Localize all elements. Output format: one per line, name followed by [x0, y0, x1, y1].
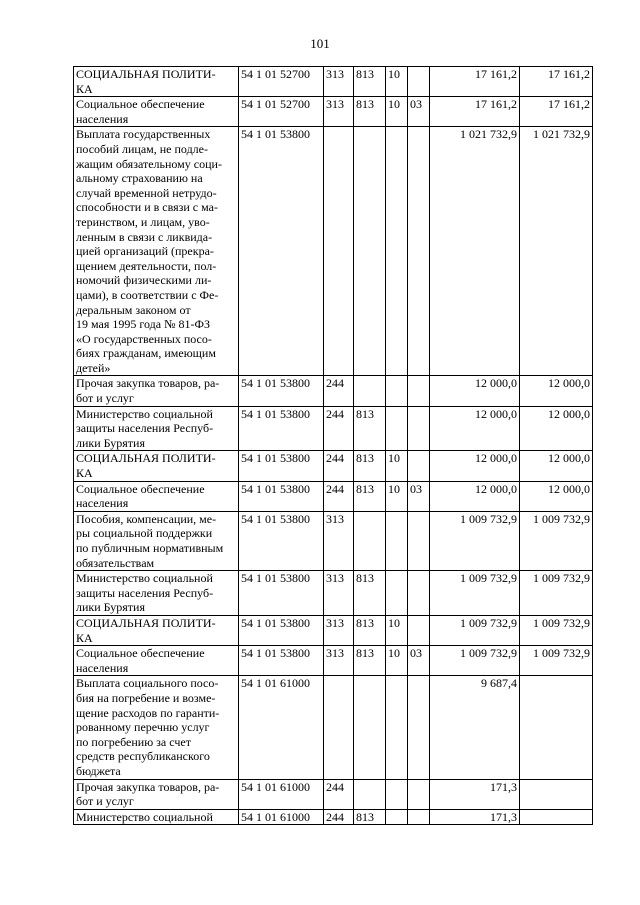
row-vr [324, 779, 354, 809]
row-vr-text: 244 [326, 779, 344, 794]
row-code [239, 809, 324, 825]
row-vr [324, 127, 354, 376]
row-name-text: СОЦИАЛЬНАЯ ПОЛИТИ- КА [76, 67, 216, 96]
row-grbs [354, 127, 386, 376]
row-code-text: 54 1 01 52700 [241, 97, 310, 112]
page-number: 101 [310, 36, 330, 51]
row-sum-1-text: 12 000,0 [475, 481, 517, 496]
row-name [74, 511, 239, 570]
row-grbs [354, 511, 386, 570]
row-rz-text: 10 [388, 481, 400, 496]
row-pr [408, 809, 430, 825]
row-sum-2 [520, 615, 593, 645]
row-sum-2-text: 12 000,0 [548, 406, 590, 421]
table-body [74, 67, 593, 825]
row-grbs-text: 813 [356, 615, 374, 630]
row-rz-text: 10 [388, 451, 400, 466]
row-code [239, 571, 324, 616]
row-name-text: СОЦИАЛЬНАЯ ПОЛИТИ- КА [76, 451, 216, 481]
row-name [74, 676, 239, 779]
row-grbs-text: 813 [356, 481, 374, 496]
row-code-text: 54 1 01 53800 [241, 481, 310, 496]
row-grbs [354, 646, 386, 676]
row-rz [386, 809, 408, 825]
row-sum-1 [430, 481, 520, 511]
row-sum-1 [430, 571, 520, 616]
row-code-text: 54 1 01 52700 [241, 67, 310, 81]
row-vr [324, 809, 354, 825]
row-name-text: Прочая закупка товаров, ра- бот и услуг [76, 779, 220, 809]
row-name-text: Выплата социального посо- бия на погребение и возме- щение расходов по гаранти- рованному перечню услуг по погребению за счет средств республиканского бюджета [76, 676, 220, 778]
table-row [74, 511, 593, 570]
row-sum-1 [430, 779, 520, 809]
row-sum-1 [430, 646, 520, 676]
row-vr-text: 313 [326, 615, 344, 630]
row-vr [324, 376, 354, 406]
row-code [239, 646, 324, 676]
row-pr [408, 676, 430, 779]
row-sum-2-text: 17 161,2 [548, 97, 590, 112]
row-sum-1 [430, 615, 520, 645]
row-grbs [354, 481, 386, 511]
row-pr [408, 127, 430, 376]
row-vr-text: 244 [326, 451, 344, 466]
row-rz [386, 779, 408, 809]
row-vr-text: 244 [326, 809, 344, 824]
row-rz [386, 127, 408, 376]
row-name-text: Выплата государственных пособий лицам, не подле- жащим обязательному соци- альному страхованию на случай временной нетрудо- способности и в связи с ма- теринством, и лицам, уво- ленным в связи с ликвида- цией организаций (прекра- щением деятельности, пол- номочий физическими ли- цами), в соответствии с Фе- деральным законом от 19 мая 1995 года № 81-ФЗ «О государственных посо- биях гражданам, имеющим детей» [76, 127, 222, 375]
row-sum-1-text: 12 000,0 [475, 406, 517, 421]
row-sum-1-text: 1 009 732,9 [460, 571, 517, 586]
row-code [239, 481, 324, 511]
row-name [74, 376, 239, 406]
table-row [74, 615, 593, 645]
row-grbs [354, 615, 386, 645]
row-rz [386, 511, 408, 570]
table-row [74, 809, 593, 825]
row-code-text: 54 1 01 53800 [241, 511, 310, 526]
row-sum-1 [430, 676, 520, 779]
row-name [74, 571, 239, 616]
row-name-text: Прочая закупка товаров, ра- бот и услуг [76, 376, 220, 406]
row-name [74, 615, 239, 645]
row-pr [408, 779, 430, 809]
row-name-text: Социальное обеспечение населения [76, 646, 205, 675]
row-sum-1 [430, 127, 520, 376]
row-vr-text: 313 [326, 511, 344, 526]
row-sum-2 [520, 127, 593, 376]
row-sum-1 [430, 406, 520, 451]
table-row [74, 97, 593, 127]
row-pr-text: 03 [410, 481, 422, 496]
row-sum-1-text: 171,3 [490, 809, 517, 824]
row-code [239, 615, 324, 645]
row-pr [408, 97, 430, 127]
row-sum-2 [520, 646, 593, 676]
row-sum-1 [430, 511, 520, 570]
row-rz [386, 646, 408, 676]
row-sum-1 [430, 809, 520, 825]
row-name-text: Пособия, компенсации, ме- ры социальной поддержки по публичным нормативным обязательствам [76, 511, 224, 570]
row-name-text: Социальное обеспечение населения [76, 97, 205, 126]
row-pr-text: 03 [410, 97, 422, 112]
row-sum-1-text: 17 161,2 [475, 67, 517, 81]
row-grbs [354, 376, 386, 406]
row-pr [408, 67, 430, 97]
row-sum-2 [520, 676, 593, 779]
row-sum-2-text: 12 000,0 [548, 451, 590, 466]
table-row [74, 676, 593, 779]
row-vr [324, 511, 354, 570]
row-code-text: 54 1 01 53800 [241, 451, 310, 466]
row-name-text: СОЦИАЛЬНАЯ ПОЛИТИ- КА [76, 615, 216, 645]
row-grbs [354, 779, 386, 809]
row-code [239, 779, 324, 809]
row-code [239, 376, 324, 406]
row-code-text: 54 1 01 53800 [241, 615, 310, 630]
row-sum-2-text: 1 009 732,9 [533, 571, 590, 586]
row-code [239, 97, 324, 127]
row-code-text: 54 1 01 61000 [241, 676, 310, 691]
row-vr [324, 646, 354, 676]
row-rz [386, 451, 408, 481]
row-sum-1-text: 12 000,0 [475, 451, 517, 466]
row-sum-2-text: 12 000,0 [548, 481, 590, 496]
row-sum-2-text: 12 000,0 [548, 376, 590, 391]
row-pr [408, 406, 430, 451]
row-vr-text: 313 [326, 67, 344, 81]
budget-table [73, 66, 593, 825]
row-name [74, 646, 239, 676]
row-sum-1-text: 1 009 732,9 [460, 646, 517, 661]
row-sum-2 [520, 406, 593, 451]
row-vr [324, 615, 354, 645]
table-row [74, 481, 593, 511]
row-sum-2 [520, 779, 593, 809]
row-sum-2 [520, 67, 593, 97]
row-vr [324, 451, 354, 481]
row-rz-text: 10 [388, 646, 400, 661]
row-pr [408, 646, 430, 676]
row-code-text: 54 1 01 61000 [241, 779, 310, 794]
row-grbs [354, 571, 386, 616]
row-rz [386, 97, 408, 127]
row-name [74, 67, 239, 97]
row-pr [408, 511, 430, 570]
row-vr-text: 244 [326, 481, 344, 496]
table-row [74, 406, 593, 451]
row-grbs-text: 813 [356, 451, 374, 466]
row-grbs-text: 813 [356, 571, 374, 586]
row-sum-2-text: 1 009 732,9 [533, 511, 590, 526]
row-vr-text: 313 [326, 571, 344, 586]
row-grbs [354, 451, 386, 481]
row-name [74, 127, 239, 376]
row-sum-2 [520, 451, 593, 481]
row-rz [386, 376, 408, 406]
row-grbs-text: 813 [356, 97, 374, 112]
row-name [74, 97, 239, 127]
row-code [239, 676, 324, 779]
row-vr [324, 481, 354, 511]
row-sum-1 [430, 97, 520, 127]
row-code [239, 451, 324, 481]
row-sum-2-text: 1 009 732,9 [533, 646, 590, 661]
row-rz [386, 481, 408, 511]
table-row [74, 646, 593, 676]
row-grbs [354, 809, 386, 825]
row-name-text: Министерство социальной защиты населения Респуб- лики Бурятия [76, 406, 214, 450]
row-rz [386, 615, 408, 645]
row-name [74, 481, 239, 511]
row-name-text: Социальное обеспечение населения [76, 481, 205, 511]
row-vr-text: 244 [326, 406, 344, 421]
row-sum-2 [520, 97, 593, 127]
row-rz [386, 676, 408, 779]
row-name-text: Министерство социальной защиты населения Респуб- лики Бурятия [76, 571, 214, 615]
table-row [74, 571, 593, 616]
row-vr [324, 571, 354, 616]
row-sum-1-text: 9 687,4 [481, 676, 517, 691]
row-sum-1 [430, 451, 520, 481]
row-code [239, 127, 324, 376]
row-name [74, 451, 239, 481]
table-row [74, 451, 593, 481]
table-row [74, 779, 593, 809]
table-row [74, 376, 593, 406]
row-grbs-text: 813 [356, 67, 374, 81]
row-code-text: 54 1 01 53800 [241, 406, 310, 421]
row-sum-1 [430, 67, 520, 97]
row-pr [408, 451, 430, 481]
row-grbs-text: 813 [356, 406, 374, 421]
row-grbs [354, 97, 386, 127]
row-code-text: 54 1 01 61000 [241, 809, 310, 824]
row-vr [324, 67, 354, 97]
row-sum-2 [520, 809, 593, 825]
row-grbs-text: 813 [356, 809, 374, 824]
row-grbs [354, 67, 386, 97]
row-name [74, 406, 239, 451]
row-vr [324, 676, 354, 779]
row-vr-text: 244 [326, 376, 344, 391]
row-sum-1-text: 12 000,0 [475, 376, 517, 391]
row-vr [324, 97, 354, 127]
row-sum-2-text: 1 009 732,9 [533, 615, 590, 630]
row-sum-2-text: 1 021 732,9 [533, 127, 590, 142]
row-sum-2 [520, 571, 593, 616]
row-rz [386, 406, 408, 451]
row-vr [324, 406, 354, 451]
row-rz [386, 571, 408, 616]
row-code [239, 67, 324, 97]
row-code-text: 54 1 01 53800 [241, 646, 310, 661]
row-code-text: 54 1 01 53800 [241, 127, 310, 142]
row-sum-1-text: 171,3 [490, 779, 517, 794]
row-pr [408, 615, 430, 645]
row-rz [386, 67, 408, 97]
row-sum-2 [520, 511, 593, 570]
row-name-text: Министерство социальной [76, 809, 213, 824]
row-rz-text: 10 [388, 615, 400, 630]
table-row [74, 127, 593, 376]
row-code [239, 406, 324, 451]
row-sum-1-text: 17 161,2 [475, 97, 517, 112]
row-rz-text: 10 [388, 67, 400, 81]
row-grbs [354, 406, 386, 451]
row-vr-text: 313 [326, 646, 344, 661]
row-rz-text: 10 [388, 97, 400, 112]
row-sum-1-text: 1 009 732,9 [460, 615, 517, 630]
row-grbs [354, 676, 386, 779]
row-pr-text: 03 [410, 646, 422, 661]
row-sum-2-text: 17 161,2 [548, 67, 590, 81]
row-vr-text: 313 [326, 97, 344, 112]
row-sum-1 [430, 376, 520, 406]
row-sum-1-text: 1 021 732,9 [460, 127, 517, 142]
row-code-text: 54 1 01 53800 [241, 571, 310, 586]
row-code-text: 54 1 01 53800 [241, 376, 310, 391]
row-name [74, 809, 239, 825]
row-sum-1-text: 1 009 732,9 [460, 511, 517, 526]
table-row [74, 67, 593, 97]
row-pr [408, 376, 430, 406]
row-sum-2 [520, 481, 593, 511]
row-pr [408, 571, 430, 616]
row-pr [408, 481, 430, 511]
row-sum-2 [520, 376, 593, 406]
row-code [239, 511, 324, 570]
row-name [74, 779, 239, 809]
row-grbs-text: 813 [356, 646, 374, 661]
